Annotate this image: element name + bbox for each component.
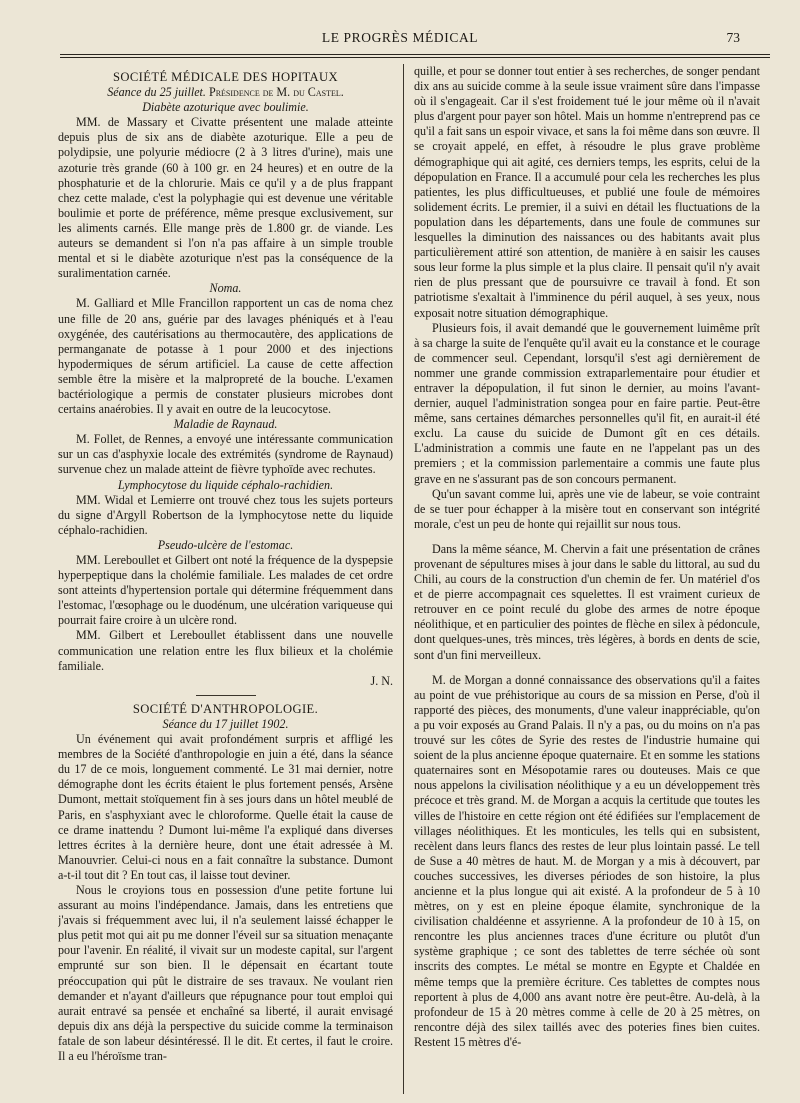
paragraph-dumont-conclusion: Qu'un savant comme lui, après une vie de labeur, se voie contraint de se tuer pour échapper à la misère tout en conservant son intégrité morale, c'est un peu de honte qui rejaillit sur nous tous. [414, 486, 760, 531]
subheading-diabete: Diabète azoturique avec boulimie. [142, 100, 309, 115]
author-signature: J. N. [370, 673, 393, 688]
paragraph-de-morgan: M. de Morgan a donné connaissance des observations qu'il a faites au point de vue préhistorique au cours de sa mission en Perse, d'où il rapporté des pièces, des monuments, d'une valeur inappréciable, qu'on a pu voir exposés au Grand Palais. Il n'y a pas, ou du moins on n'a pas trouvé sur les côtes de Syrie des restes de l'industrie humaine qui soient de la plus ancienne époque quaternaire. Et en somme les stations quaternaires sont en Mésopotamie rares ou douteuses. Mais ce que nous appelons la civilisation néolithique y a eu un développement très précoce et très grand. M. de Morgan a acquis la certitude que toutes les villes de l'histoire en cette région ont été édifiées sur l'emplacement de villages néolithiques. Et les monticules, les tells qui en subsistent, recèlent dans leurs flancs des restes de leur plus lointain passé. Le tell de Suse a 40 mètres de haut. M. de Morgan y a mis à découvert, par couches successives, les diverses périodes de son histoire, la plus ancienne et la plus longue qui ait existé. A la profondeur de 5 à 10 mètres, on y est en pleine époque élamite, synchronique de la civilisation chaldéenne et assyrienne. A la profondeur de 10 à 15, on rencontre les plus anciennes traces d'une écriture ou plutôt d'un système graphique ; ce sont des tablettes de terre séchée où sont inscrits des comptes. Le métal se montre en Egypte et Chaldée en même temps que la première écriture. Ces tablettes de comptes nous reportent à plus de 4,000 ans avant notre ère peut-être. Au-delà, à la profondeur de 15 à 20 mètres comme à celle de 20 à 25 mètres, on rencontre déjà des silex taillés avec des poteries fines bien cuites. Restent 15 mètres d'é- [414, 672, 760, 1049]
page-number: 73 [726, 30, 740, 45]
paragraph-noma: M. Galliard et Mlle Francillon rapportent un cas de noma chez une fille de 20 ans, guérie par des lavages phéniqués et à l'eau oxygénée, des cautérisations au thermocautère, des applications de permanganate de potasse à 1 pour 2000 et des injections hypodermiques de sérum artificiel. La cause de cette affection semble être la misère et la malpropreté de la bouche. L'examen bactériologique a permis de constater plusieurs microbes dont certains anaérobies. Il y avait en outre de la leucocytose. [58, 296, 393, 417]
paragraph-gap [414, 663, 760, 673]
left-column [58, 64, 393, 1094]
header-rule-double [60, 57, 770, 58]
subheading-noma: Noma. [209, 281, 242, 296]
session-presidence: Présidence de M. du Castel. [208, 85, 344, 100]
society-heading-hopitaux: SOCIÉTÉ MÉDICALE DES HOPITAUX [112, 70, 339, 84]
paragraph-chervin: Dans la même séance, M. Chervin a fait une présentation de crânes provenant de sépultures mises à jour dans le sable du littoral, au sud du Chili, au cours de la construction d'un chemin de fer. Un matériel d'os et de pierre accompagnait ces squelettes. Il est vraiment curieux de retrouver en ce point reculé du globe des armes de notre époque néolithique, et en particulier des pointes de flèche en silex à pédoncule, dont quelques-unes, très minces, très légères, à bords en dents de scie, sont d'un fini merveilleux. [414, 541, 760, 662]
paragraph-pseudo-ulcere: MM. Lereboullet et Gilbert ont noté la fréquence de la dyspepsie hyperpeptique dans la cholémie familiale. Les malades de cet ordre sont atteints d'hypertension portale qui détermine fréquemment dans l'estomac, l'œsophage ou le duodénum, une ulcération variqueuse qui pourrait faire croire à un ulcère rond. [58, 553, 393, 628]
paragraph-diabete: MM. de Massary et Civatte présentent une malade atteinte depuis plus de six ans de diabète azoturique. Elle a peu de polydipsie, une polyurie médiocre (2 à 3 litres d'urine), mais une azoturie très grande (60 à 100 gr. en 24 heures) et en outre de la phosphaturie et de la chlorurie. Mais ce qu'il y a de plus frappant chez cette malade, c'est la polyphagie qui est devenue une véritable boulimie et porte de préférence, même presque exclusivement, sur les aliments carnés. Elle mange près de 1.800 gr. de viande. Les auteurs se demandent si l'on n'a pas affaire à un simple trouble mental et si le diabète azoturique n'est pas la conséquence de la suralimentation carnée. [58, 115, 393, 281]
journal-title: LE PROGRÈS MÉDICAL [321, 30, 479, 45]
subheading-lymphocytose: Lymphocytose du liquide céphalo-rachidien. [117, 477, 334, 492]
paragraph-dumont-fortune: Nous le croyions tous en possession d'une petite fortune lui assurant au moins l'indépendance. Jamais, dans les entretiens que j'avais si fréquemment avec lui, il n'a seulement laissé échapper le plus petit mot qui ait pu me donner l'éveil sur sa situation menaçante pour l'avenir. En réalité, il vivait sur un modeste capital, sur l'argent emprunté sur son bien. Il le dépensait en écartant toute préoccupation qui pût le distraire de ses travaux. Ne voulant rien demander et n'ayant d'ailleurs que répugnance pour tout emploi qui aurait entravé sa pensée et enchaîné sa liberté, il aurait envisagé depuis dix ans déjà la perspective du suicide comme la terminaison fatale de son labeur désintéressé. Il le dit. Et certes, il faut le croire. Il a eu l'héroïsme tran- [58, 882, 393, 1063]
session-line-17-juillet: Séance du 17 juillet 1902. [162, 716, 289, 731]
right-column [414, 64, 760, 1094]
paragraph-dumont-continued: quille, et pour se donner tout entier à ses recherches, de songer pendant dix ans au suicide comme à la seule issue vraiment sûre dans l'impasse où il s'engageait. Car il s'est froidement tué le jour même où il n'avait plus d'argent pour payer son hôtel. Mais un homme n'entreprend pas ce qu'il a fait sans un espoir vivace, et sans la foi même dans son œuvre. Il se croyait appelé, en effet, à résoudre le plus grave problème démographique qui ait agité, ces derniers temps, les esprits, celui de la dépopulation en France. Il a accumulé pour cela les recherches les plus patientes, les plus difficultueuses, et publié une foule de mémoires solidement écrits. Le premier, il a suivi en détail les fluctuations de la population dans les départements, dans une foule de communes sur lesquelles la diminution des naissances ou des habitants avait plus particulièrement attiré son attention, de manière à en saisir les causes sous leur forme la plus simple et la plus claire. Il pensait qu'il n'y avait rien de plus pressant que de poursuivre ce travail à fond. Et son patriotisme s'exaltait à l'imminence du péril auquel, à ses yeux, nous exposait notre situation démographique. [414, 64, 760, 320]
paragraph-gap [414, 532, 760, 542]
paragraph-raynaud: M. Follet, de Rennes, a envoyé une intéressante communication sur un cas d'asphyxie locale des extrémités (syndrome de Raynaud) survenue chez un malade atteint de fièvre typhoïde avec rechutes. [58, 432, 393, 477]
paragraph-flux-bilieux: MM. Gilbert et Lereboullet établissent dans une nouvelle communication une relation entre les flux bilieux et la cholémie familiale. [58, 628, 393, 673]
session-date: Séance du 25 juillet. [107, 85, 206, 100]
society-heading-anthropologie: SOCIÉTÉ D'ANTHROPOLOGIE. [132, 701, 319, 716]
paragraph-lymphocytose: MM. Widal et Lemierre ont trouvé chez tous les sujets porteurs du signe d'Argyll Robertson de la lymphocytose nette du liquide céphalo-rachidien. [58, 492, 393, 537]
subheading-pseudo-ulcere: Pseudo-ulcère de l'estomac. [157, 537, 294, 552]
header-rule [60, 54, 770, 55]
subheading-raynaud: Maladie de Raynaud. [173, 417, 278, 432]
paragraph-dumont-commission: Plusieurs fois, il avait demandé que le gouvernement luimême prît à sa charge la suite de l'enquête qu'il avait eu la constance et le courage de commencer seul. Cependant, lorsqu'il s'est agi dernièrement de nommer une grande commission extraparlementaire pour étudier et entraver la dépopulation, il fut sinon le dernier, au moins l'avant-dernier, auquel l'administration songea pour en faire partie. Peut-être même, sans certaines démarches personnelles qu'il fit, en aurait-il été exclu. La cause du suicide de Dumont gît en ces détails. L'administration a commis une faute en ne l'appelant pas un des premiers ; et la commission parlementaire a commis une faute plus grave en ne s'assurant pas de son concours permanent. [414, 320, 760, 486]
paragraph-dumont-intro: Un événement qui avait profondément surpris et affligé les membres de la Société d'anthropologie en juin a été, dans la séance du 17 de ce mois, longuement commenté. Le 31 mai dernier, notre démographe dont les écrits étaient le plus fortement pensés, Arsène Dumont, mettait stoïquement fin à ses jours dans un hôtel meublé de Paris, en s'asphyxiant avec le chloroforme. Quelle était la cause de ce drame inattendu ? Dumont lui-même l'a expliqué dans diverses lettres écrites à la dernière heure, dont une était adressée à M. Manouvrier. Celui-ci nous en a fait connaître la substance. Dumont a-t-il tout dit ? En tout cas, il laisse tout deviner. [58, 732, 393, 882]
column-rule [403, 64, 404, 1094]
section-separator [196, 695, 256, 696]
session-line-25-juillet [58, 85, 393, 100]
running-head [0, 30, 800, 54]
